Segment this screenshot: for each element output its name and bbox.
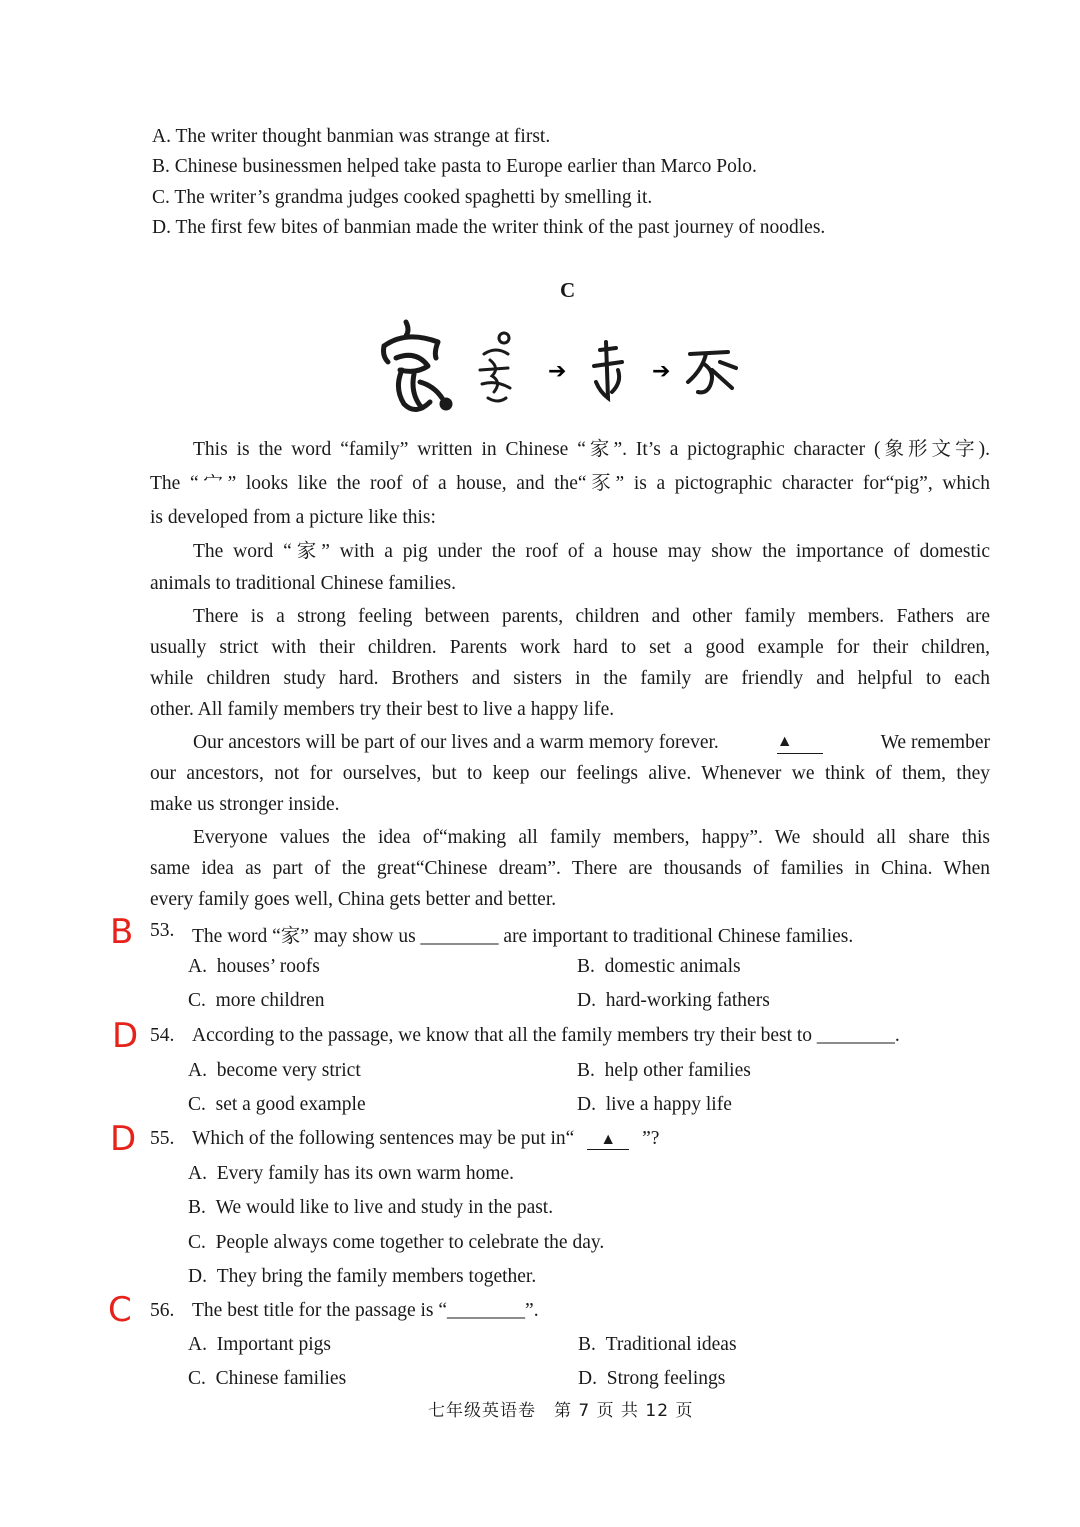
choice-a — [188, 1163, 514, 1185]
choice-text: houses’ roofs — [216, 956, 320, 977]
choice-letter: A. — [188, 1060, 207, 1081]
choice-letter: D. — [577, 1094, 596, 1115]
question-stem: The best title for the passage is “________”. — [192, 1300, 539, 1321]
choice-text: help other families — [604, 1060, 751, 1081]
question-stem-text: Which of the following sentences may be put in“ — [192, 1128, 575, 1149]
choice-text: People always come together to celebrate the day. — [215, 1232, 605, 1253]
passage-line: The “宀” looks like the roof of a house, and the“豕” is a pictographic character for“pig”, which — [150, 473, 990, 494]
choice-text: hard-working fathers — [605, 990, 770, 1011]
handwritten-answer-mark: C — [108, 1290, 132, 1330]
choice-text: Strong feelings — [606, 1368, 726, 1389]
character-evolution-svg — [376, 312, 746, 422]
choice-d — [188, 1266, 536, 1288]
blank-triangle-marker: ▲ — [587, 1131, 629, 1150]
handwritten-answer-mark: B — [110, 912, 134, 952]
choice-text: Important pigs — [216, 1334, 331, 1355]
passage-line: usually strict with their children. Parents work hard to set a good example for their children, — [150, 637, 990, 658]
passage-line: while children study hard. Brothers and sisters in the family are friendly and helpful to each — [150, 668, 990, 689]
intermediate-form-glyph — [594, 342, 622, 398]
choice-text: They bring the family members together. — [216, 1266, 537, 1287]
passage-line: This is the word “family” written in Chinese “家”. It’s a pictographic character (象形文字). — [193, 439, 990, 460]
blank-triangle-marker: ▲ — [777, 731, 823, 754]
page-footer: 七年级英语卷 第 7 页 共 12 页 — [428, 1401, 694, 1421]
choice-letter: D. — [188, 1266, 207, 1287]
choice-letter: B. — [578, 1334, 596, 1355]
choice-b — [188, 1197, 553, 1219]
passage-text: Our ancestors will be part of our lives and a warm memory forever. — [193, 732, 719, 753]
passage-paragraph-2 — [150, 536, 990, 599]
question-number: 56. — [150, 1300, 175, 1321]
choice-letter: B. — [577, 1060, 595, 1081]
choice-text: Chinese families — [215, 1368, 347, 1389]
choice-letter: B. — [188, 1197, 206, 1218]
oracle-jia-glyph — [384, 322, 451, 410]
choice-letter: C. — [188, 1232, 206, 1253]
choice-letter: C. — [188, 990, 206, 1011]
handwritten-answer-mark: D — [110, 1119, 137, 1159]
choice-b — [577, 1060, 751, 1082]
question-stem — [192, 1128, 659, 1150]
choice-text: live a happy life — [605, 1094, 732, 1115]
question-number: 53. — [150, 920, 175, 941]
choice-c — [188, 990, 324, 1012]
passage-line: There is a strong feeling between parents, children and other family members. Fathers are — [193, 606, 990, 627]
choice-b — [578, 1334, 737, 1356]
question-stem-text: ”? — [642, 1128, 660, 1149]
arrow-icon-2: ➔ — [652, 359, 671, 384]
choice-letter: C. — [188, 1094, 206, 1115]
choice-letter: A. — [188, 1334, 207, 1355]
section-label: C — [560, 278, 576, 302]
passage-line: is developed from a picture like this: — [150, 507, 436, 528]
passage-line: Everyone values the idea of“making all family members, happy”. We should all share this — [193, 827, 990, 848]
choice-a — [188, 1334, 331, 1356]
arrow-icon-1: ➔ — [548, 359, 567, 384]
passage-paragraph-1 — [150, 434, 990, 533]
choice-a — [188, 1060, 361, 1082]
choice-d — [578, 1368, 725, 1390]
choice-letter: D. — [578, 1368, 597, 1389]
option-line-a: A. The writer thought banmian was strange at first. — [152, 126, 551, 147]
pig-pictograph — [480, 333, 510, 401]
choice-text: Traditional ideas — [605, 1334, 737, 1355]
choice-a — [188, 956, 320, 978]
option-line-c: C. The writer’s grandma judges cooked spaghetti by smelling it. — [152, 187, 653, 208]
passage-line: make us stronger inside. — [150, 794, 340, 815]
passage-line: our ancestors, not for ourselves, but to keep our feelings alive. Whenever we think of them, they — [150, 763, 990, 784]
choice-text: set a good example — [215, 1094, 366, 1115]
passage-line-with-blank — [150, 727, 990, 758]
passage-paragraph-3 — [150, 601, 990, 725]
passage-text: We remember — [880, 732, 990, 753]
choice-c — [188, 1232, 604, 1254]
option-line-d: D. The first few bites of banmian made the writer think of the past journey of noodles. — [152, 217, 826, 238]
passage-line: animals to traditional Chinese families. — [150, 573, 456, 594]
passage-line: every family goes well, China gets better and better. — [150, 889, 557, 910]
choice-d — [577, 990, 770, 1012]
passage-line: other. All family members try their best to live a happy life. — [150, 699, 615, 720]
choice-text: Every family has its own warm home. — [216, 1163, 515, 1184]
choice-text: domestic animals — [604, 956, 741, 977]
option-line-b: B. Chinese businessmen helped take pasta to Europe earlier than Marco Polo. — [152, 156, 757, 177]
choice-c — [188, 1094, 366, 1116]
choice-letter: B. — [577, 956, 595, 977]
choice-d — [577, 1094, 732, 1116]
passage-line: The word “家” with a pig under the roof of a house may show the importance of domestic — [193, 541, 990, 562]
question-stem: The word “家” may show us ________ are important to traditional Chinese families. — [192, 926, 854, 947]
passage-paragraph-5 — [150, 822, 990, 915]
choice-b — [577, 956, 741, 978]
choice-letter: D. — [577, 990, 596, 1011]
choice-letter: A. — [188, 956, 207, 977]
choice-letter: A. — [188, 1163, 207, 1184]
modern-shi-glyph — [688, 352, 736, 392]
choice-letter: C. — [188, 1368, 206, 1389]
choice-c — [188, 1368, 346, 1390]
passage-line: same idea as part of the great“Chinese dream”. There are thousands of families in China. When — [150, 858, 990, 879]
question-number: 54. — [150, 1025, 175, 1046]
question-stem: According to the passage, we know that all the family members try their best to ________. — [192, 1025, 900, 1046]
choice-text: become very strict — [216, 1060, 361, 1081]
passage-paragraph-4 — [150, 727, 990, 820]
question-number: 55. — [150, 1128, 175, 1149]
handwritten-answer-mark: D — [112, 1016, 139, 1056]
choice-text: We would like to live and study in the past. — [215, 1197, 554, 1218]
choice-text: more children — [215, 990, 325, 1011]
character-evolution-illustration — [376, 312, 746, 422]
